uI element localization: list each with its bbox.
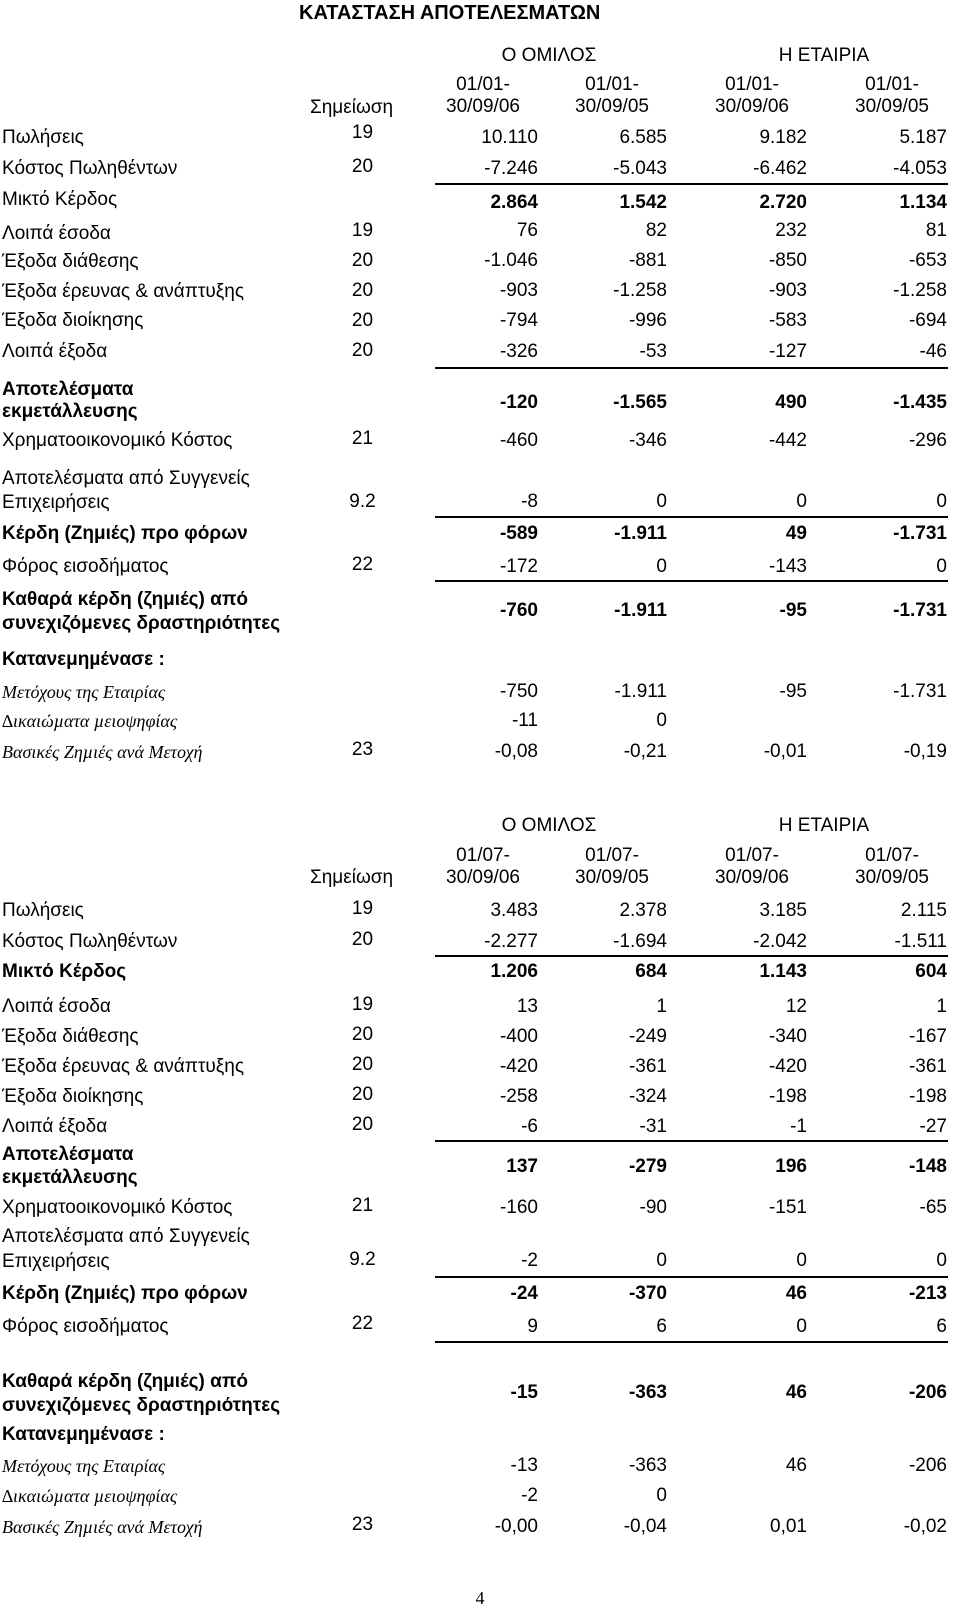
row-label: Καθαρά κέρδη (ζημιές) από συνεχιζόμενες δραστηριότητες [2,1371,281,1416]
period-header: 01/07- 30/09/05 [575,845,649,888]
cell-value: -760 [499,600,538,621]
cell-value: 81 [925,220,947,241]
cell-value: 0 [796,491,807,512]
cell-value: 1.134 [899,192,947,213]
cell-value: -794 [499,310,538,331]
row-label: Πωλήσεις [2,127,84,148]
subtotal-rule [435,516,948,518]
subtotal-rule [435,580,948,582]
note-ref: 22 [351,554,374,575]
cell-value: -258 [499,1086,538,1107]
cell-value: -1.731 [893,523,947,544]
cell-value: -363 [628,1455,667,1476]
cell-value: -6.462 [753,158,807,179]
cell-value: 3.185 [759,900,807,921]
cell-value: -206 [908,1455,947,1476]
row-label: Έξοδα διοίκησης [2,1086,144,1107]
row-label: Μετόχους της Εταιρίας [2,1456,166,1476]
cell-value: -167 [908,1026,947,1047]
cell-value: -400 [499,1026,538,1047]
cell-value: -8 [521,491,538,512]
row-label: ∆ικαιώµατα µειοψηφίας [2,711,178,731]
cell-value: -694 [908,310,947,331]
row-label: Έξοδα έρευνας & ανάπτυξης [2,281,245,302]
period-header: 01/07- 30/09/06 [715,845,789,888]
cell-value: -0,01 [763,741,807,762]
row-label: Κέρδη (Ζημιές) προ φόρων [2,523,248,544]
row-label: Έξοδα διοίκησης [2,310,144,331]
row-label: Χρηματοοικονομικό Κόστος [2,430,233,451]
row-label: Αποτελέσματα από Συγγενείς Επιχειρήσεις [2,468,250,513]
cell-value: -1.511 [894,931,947,952]
cell-value: -2.042 [753,931,807,952]
cell-value: -151 [768,1197,807,1218]
row-label: Λοιπά έξοδα [2,341,108,362]
allocation-heading: Κατανεμηµένασε : [2,649,165,670]
cell-value: -0,19 [903,741,947,762]
cell-value: 49 [785,523,807,544]
cell-value: 0 [656,1250,667,1271]
cell-value: 2.864 [490,192,538,213]
row-label: Βασικές Ζηµιές ανά Μετοχή [2,742,203,762]
cell-value: 0 [796,1316,807,1337]
row-label: Πωλήσεις [2,900,84,921]
cell-value: 3.483 [490,900,538,921]
cell-value: 684 [635,961,667,982]
cell-value: -324 [628,1086,667,1107]
cell-value: -120 [499,392,538,413]
cell-value: 1.143 [759,961,807,982]
cell-value: -13 [510,1455,538,1476]
cell-value: -361 [628,1056,667,1077]
cell-value: 6 [936,1316,947,1337]
cell-value: -346 [628,430,667,451]
group-header: Ο ΟΜΙΛΟΣ [501,815,597,836]
period-header: 01/01- 30/09/05 [855,74,929,117]
cell-value: 10.110 [481,127,538,148]
cell-value: -370 [628,1283,667,1304]
period-header: 01/07- 30/09/06 [446,845,520,888]
cell-value: -46 [919,341,947,362]
cell-value: 2.115 [900,900,947,921]
cell-value: 196 [775,1156,807,1177]
cell-value: 137 [506,1156,538,1177]
note-ref: 23 [351,1514,374,1535]
cell-value: -363 [628,1382,667,1403]
cell-value: 0 [656,1485,667,1506]
cell-value: -95 [779,681,807,702]
cell-value: 0,01 [770,1516,807,1537]
group-header: Ο ΟΜΙΛΟΣ [501,45,597,66]
cell-value: -2 [521,1485,538,1506]
note-column-header: Σημείωση [310,867,394,888]
cell-value: -7.246 [484,158,538,179]
cell-value: -420 [768,1056,807,1077]
cell-value: -0,21 [623,741,667,762]
subtotal-rule [435,1276,948,1278]
cell-value: -1.435 [893,392,947,413]
cell-value: 1.206 [490,961,538,982]
cell-value: -143 [768,556,807,577]
cell-value: -0,02 [903,1516,947,1537]
note-ref: 19 [351,220,374,241]
cell-value: 6.585 [619,127,667,148]
cell-value: 1.542 [619,192,667,213]
cell-value: 490 [775,392,807,413]
cell-value: -160 [499,1197,538,1218]
row-label: Αποτελέσματα από Συγγενείς Επιχειρήσεις [2,1226,250,1272]
cell-value: -5.043 [613,158,667,179]
cell-value: 604 [915,961,947,982]
cell-value: 0 [656,710,667,731]
subtotal-rule [435,367,948,369]
cell-value: -15 [510,1382,538,1403]
row-label: Κέρδη (Ζημιές) προ φόρων [2,1283,248,1304]
cell-value: 1 [656,996,667,1017]
cell-value: -0,04 [623,1516,667,1537]
row-label: Φόρος εισοδήματος [2,556,169,577]
row-label: Λοιπά έσοδα [2,223,111,244]
cell-value: -340 [768,1026,807,1047]
row-label: Φόρος εισοδήματος [2,1316,169,1337]
row-label: Αποτελέσματα εκμετάλλευσης [2,379,138,422]
row-label: Λοιπά έξοδα [2,1116,108,1137]
cell-value: -1.046 [484,250,538,271]
note-ref: 22 [351,1313,374,1334]
cell-value: -903 [499,280,538,301]
cell-value: -442 [768,430,807,451]
cell-value: 2.720 [759,192,807,213]
row-label: Μετόχους της Εταιρίας [2,682,166,702]
cell-value: -653 [908,250,947,271]
row-label: Βασικές Ζηµιές ανά Μετοχή [2,1517,203,1537]
cell-value: 82 [645,220,667,241]
row-label: Έξοδα έρευνας & ανάπτυξης [2,1056,245,1077]
period-header: 01/01- 30/09/06 [446,74,520,117]
cell-value: -850 [768,250,807,271]
cell-value: -583 [768,310,807,331]
cell-value: -296 [908,430,947,451]
cell-value: -1.694 [613,931,667,952]
cell-value: -249 [628,1026,667,1047]
note-ref: 20 [351,280,374,301]
cell-value: -65 [919,1197,947,1218]
note-ref: 20 [351,1054,374,1075]
note-ref: 9.2 [349,491,376,512]
subtotal-rule [435,1140,948,1142]
subtotal-rule [435,1341,948,1343]
note-ref: 19 [351,122,374,143]
row-label: Μικτό Κέρδος [2,189,118,210]
row-label: Κόστος Πωληθέντων [2,931,178,952]
cell-value: -750 [499,681,538,702]
subtotal-rule [435,183,948,185]
cell-value: -326 [499,341,538,362]
note-ref: 21 [351,1195,374,1216]
cell-value: -53 [639,341,667,362]
cell-value: 13 [516,996,538,1017]
cell-value: 0 [936,1250,947,1271]
cell-value: -1.911 [614,600,667,621]
cell-value: -1.911 [614,523,667,544]
note-ref: 20 [351,1084,374,1105]
note-ref: 20 [351,1024,374,1045]
cell-value: 232 [775,220,807,241]
cell-value: -4.053 [893,158,947,179]
cell-value: -1.911 [614,681,667,702]
cell-value: 46 [785,1283,807,1304]
note-ref: 20 [351,250,374,271]
row-label: Αποτελέσματα εκμετάλλευσης [2,1144,138,1188]
row-label: Καθαρά κέρδη (ζημιές) από συνεχιζόμενες δραστηριότητες [2,589,281,634]
cell-value: -0,08 [494,741,538,762]
cell-value: 0 [796,1250,807,1271]
cell-value: 0 [936,491,947,512]
company-header: Η ΕΤΑΙΡΙΑ [778,45,870,66]
cell-value: -1.258 [613,280,667,301]
cell-value: -213 [908,1283,947,1304]
cell-value: 1 [936,996,947,1017]
cell-value: -11 [511,710,538,731]
cell-value: -1.258 [893,280,947,301]
cell-value: -90 [639,1197,667,1218]
note-ref: 20 [351,310,374,331]
row-label: Έξοδα διάθεσης [2,1026,139,1047]
row-label: Κόστος Πωληθέντων [2,158,178,179]
note-ref: 20 [351,929,374,950]
cell-value: -2 [521,1250,538,1271]
cell-value: -903 [768,280,807,301]
subtotal-rule [435,955,948,957]
cell-value: -198 [768,1086,807,1107]
cell-value: -127 [768,341,807,362]
note-ref: 20 [351,340,374,361]
cell-value: 9 [527,1316,538,1337]
row-label: Έξοδα διάθεσης [2,251,139,272]
cell-value: -361 [908,1056,947,1077]
note-ref: 9.2 [349,1249,376,1270]
row-label: Λοιπά έσοδα [2,996,111,1017]
cell-value: -31 [639,1116,667,1137]
cell-value: -279 [628,1156,667,1177]
cell-value: -6 [521,1116,538,1137]
cell-value: 12 [785,996,807,1017]
company-header: Η ΕΤΑΙΡΙΑ [778,815,870,836]
page-title: ΚΑΤΑΣΤΑΣΗ ΑΠΟΤΕΛΕΣΜΑΤΩΝ [299,2,601,24]
cell-value: -198 [908,1086,947,1107]
period-header: 01/01- 30/09/06 [715,74,789,117]
allocation-heading: Κατανεμηµένασε : [2,1424,165,1445]
cell-value: -996 [628,310,667,331]
note-ref: 21 [351,428,374,449]
cell-value: -27 [919,1116,947,1137]
cell-value: -881 [628,250,667,271]
note-ref: 19 [351,898,374,919]
cell-value: 46 [785,1455,807,1476]
cell-value: -1.731 [893,600,947,621]
cell-value: 2.378 [619,900,667,921]
cell-value: 9.182 [759,127,807,148]
cell-value: 0 [656,491,667,512]
cell-value: 0 [936,556,947,577]
period-header: 01/01- 30/09/05 [575,74,649,117]
cell-value: 76 [516,220,538,241]
note-ref: 20 [351,156,374,177]
cell-value: -460 [499,430,538,451]
cell-value: 6 [656,1316,667,1337]
cell-value: -1 [790,1116,807,1137]
cell-value: -206 [908,1382,947,1403]
note-ref: 19 [351,994,374,1015]
note-ref: 20 [351,1114,374,1135]
row-label: ∆ικαιώµατα µειοψηφίας [2,1486,178,1506]
cell-value: -172 [499,556,538,577]
cell-value: 0 [656,556,667,577]
row-label: Χρηματοοικονομικό Κόστος [2,1197,233,1218]
cell-value: 5.187 [899,127,947,148]
cell-value: 46 [785,1382,807,1403]
cell-value: -1.565 [613,392,667,413]
cell-value: -95 [779,600,807,621]
cell-value: -589 [499,523,538,544]
cell-value: -2.277 [484,931,538,952]
cell-value: -148 [908,1156,947,1177]
page-number: 4 [475,1588,485,1608]
note-column-header: Σημείωση [310,97,394,118]
cell-value: -1.731 [893,681,947,702]
cell-value: -420 [499,1056,538,1077]
cell-value: -24 [510,1283,538,1304]
note-ref: 23 [351,739,374,760]
cell-value: -0,00 [494,1516,538,1537]
row-label: Μικτό Κέρδος [2,961,127,982]
period-header: 01/07- 30/09/05 [855,845,929,888]
